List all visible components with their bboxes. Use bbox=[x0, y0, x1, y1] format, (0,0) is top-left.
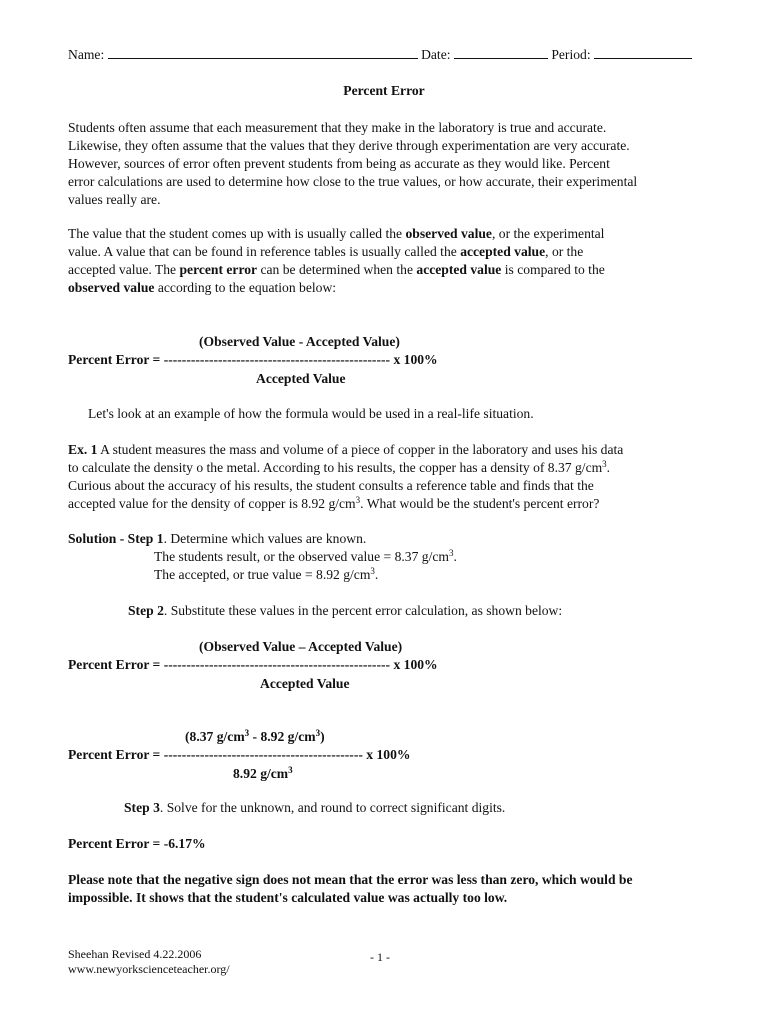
example-line: Curious about the accuracy of his results, the student consults a reference table and finds that the bbox=[68, 478, 594, 493]
term-observed-value: observed value bbox=[68, 280, 155, 295]
term-accepted-value: accepted value bbox=[416, 262, 502, 277]
intro-line: However, sources of error often prevent students from being as accurate as they would like. Percent bbox=[68, 156, 610, 171]
formula3-row: Percent Error = -------------------------------------------- x 100% bbox=[68, 747, 411, 762]
definition-line: observed value according to the equation below: bbox=[68, 280, 337, 295]
step2-label: Step 2 bbox=[128, 603, 164, 618]
header-fields bbox=[68, 46, 700, 64]
term-percent-error: percent error bbox=[179, 262, 258, 277]
definitions-paragraph bbox=[68, 225, 708, 297]
note-paragraph bbox=[68, 871, 708, 907]
intro-paragraph bbox=[68, 119, 708, 209]
formula3-numerator: (8.37 $g/cm^3 - 8.92$ $g/cm^3$) bbox=[185, 728, 325, 744]
observed-value-line: The students result, or the observed value = 8.37 $g/cm^3$. bbox=[154, 548, 457, 564]
formula1-denominator: Accepted Value bbox=[256, 371, 346, 386]
name-label: Name: bbox=[68, 47, 105, 62]
period-blank[interactable] bbox=[594, 46, 692, 59]
intro-line: error calculations are used to determine how close to the true values, or how accurate, their experimental bbox=[68, 174, 638, 189]
date-blank[interactable] bbox=[454, 46, 548, 59]
formula2-row: Percent Error = -------------------------------------------------- x 100% bbox=[68, 657, 438, 672]
intro-line: values really are. bbox=[68, 192, 161, 207]
definition-line: The value that the student comes up with is usually called the observed value, or the experimental bbox=[68, 226, 605, 241]
fraction-bar: -------------------------------------------------- bbox=[163, 657, 391, 672]
name-blank[interactable] bbox=[108, 46, 418, 59]
formula2-denominator: Accepted Value bbox=[260, 676, 350, 691]
formula2-numerator: (Observed Value – Accepted Value) bbox=[199, 639, 403, 654]
example-line: Ex. 1 A student measures the mass and volume of a piece of copper in the laboratory and uses his data bbox=[68, 442, 624, 457]
solution-step1-label: Solution - Step 1 bbox=[68, 531, 164, 546]
term-accepted-value: accepted value bbox=[460, 244, 546, 259]
solution-step2: Step 2. Substitute these values in the percent error calculation, as shown below: bbox=[128, 603, 563, 618]
formula3-denominator: 8.92 $g/cm^3$ bbox=[233, 765, 293, 781]
example-paragraph bbox=[68, 441, 708, 513]
accepted-value-line: The accepted, or true value = 8.92 $g/cm^3$. bbox=[154, 566, 379, 582]
solution-step1: Solution - Step 1. Determine which values are known. bbox=[68, 531, 367, 546]
example-line: accepted value for the density of copper is 8.92 $g/cm^3$. What would be the student's percent error? bbox=[68, 495, 600, 511]
intro-line: Likewise, they often assume that the values that they derive through experimentation are very accurate. bbox=[68, 138, 630, 153]
note-line: impossible. It shows that the student's calculated value was actually too low. bbox=[68, 890, 508, 905]
footer-website[interactable]: www.newyorkscienceteacher.org/ bbox=[68, 962, 230, 976]
intro-line: Students often assume that each measurement that they make in the laboratory is true and accurate. bbox=[68, 120, 607, 135]
result: Percent Error = -6.17% bbox=[68, 836, 206, 851]
formula1-row: Percent Error = -------------------------------------------------- x 100% bbox=[68, 352, 438, 367]
example-intro: Let's look at an example of how the formula would be used in a real-life situation. bbox=[88, 406, 534, 421]
page-title: Percent Error bbox=[343, 83, 425, 98]
solution-step3: Step 3. Solve for the unknown, and round to correct significant digits. bbox=[124, 800, 506, 815]
example-line: to calculate the density o the metal. According to his results, the copper has a density of 8.37 $g/cm^3$. bbox=[68, 459, 611, 475]
fraction-bar: -------------------------------------------------- bbox=[163, 352, 391, 367]
note-line: Please note that the negative sign does not mean that the error was less than zero, which would be bbox=[68, 872, 633, 887]
term-observed-value: observed value bbox=[405, 226, 492, 241]
step3-label: Step 3 bbox=[124, 800, 160, 815]
definition-line: accepted value. The percent error can be determined when the accepted value is compared to the bbox=[68, 262, 605, 277]
period-label: Period: bbox=[551, 47, 591, 62]
fraction-bar: -------------------------------------------- bbox=[163, 747, 363, 762]
definition-line: value. A value that can be found in reference tables is usually called the accepted value, or the bbox=[68, 244, 584, 259]
date-label: Date: bbox=[421, 47, 451, 62]
example-label: Ex. 1 bbox=[68, 442, 98, 457]
formula1-numerator: (Observed Value - Accepted Value) bbox=[199, 334, 400, 349]
footer-author: Sheehan Revised 4.22.2006 bbox=[68, 947, 202, 961]
page-number: - 1 - bbox=[370, 950, 390, 964]
